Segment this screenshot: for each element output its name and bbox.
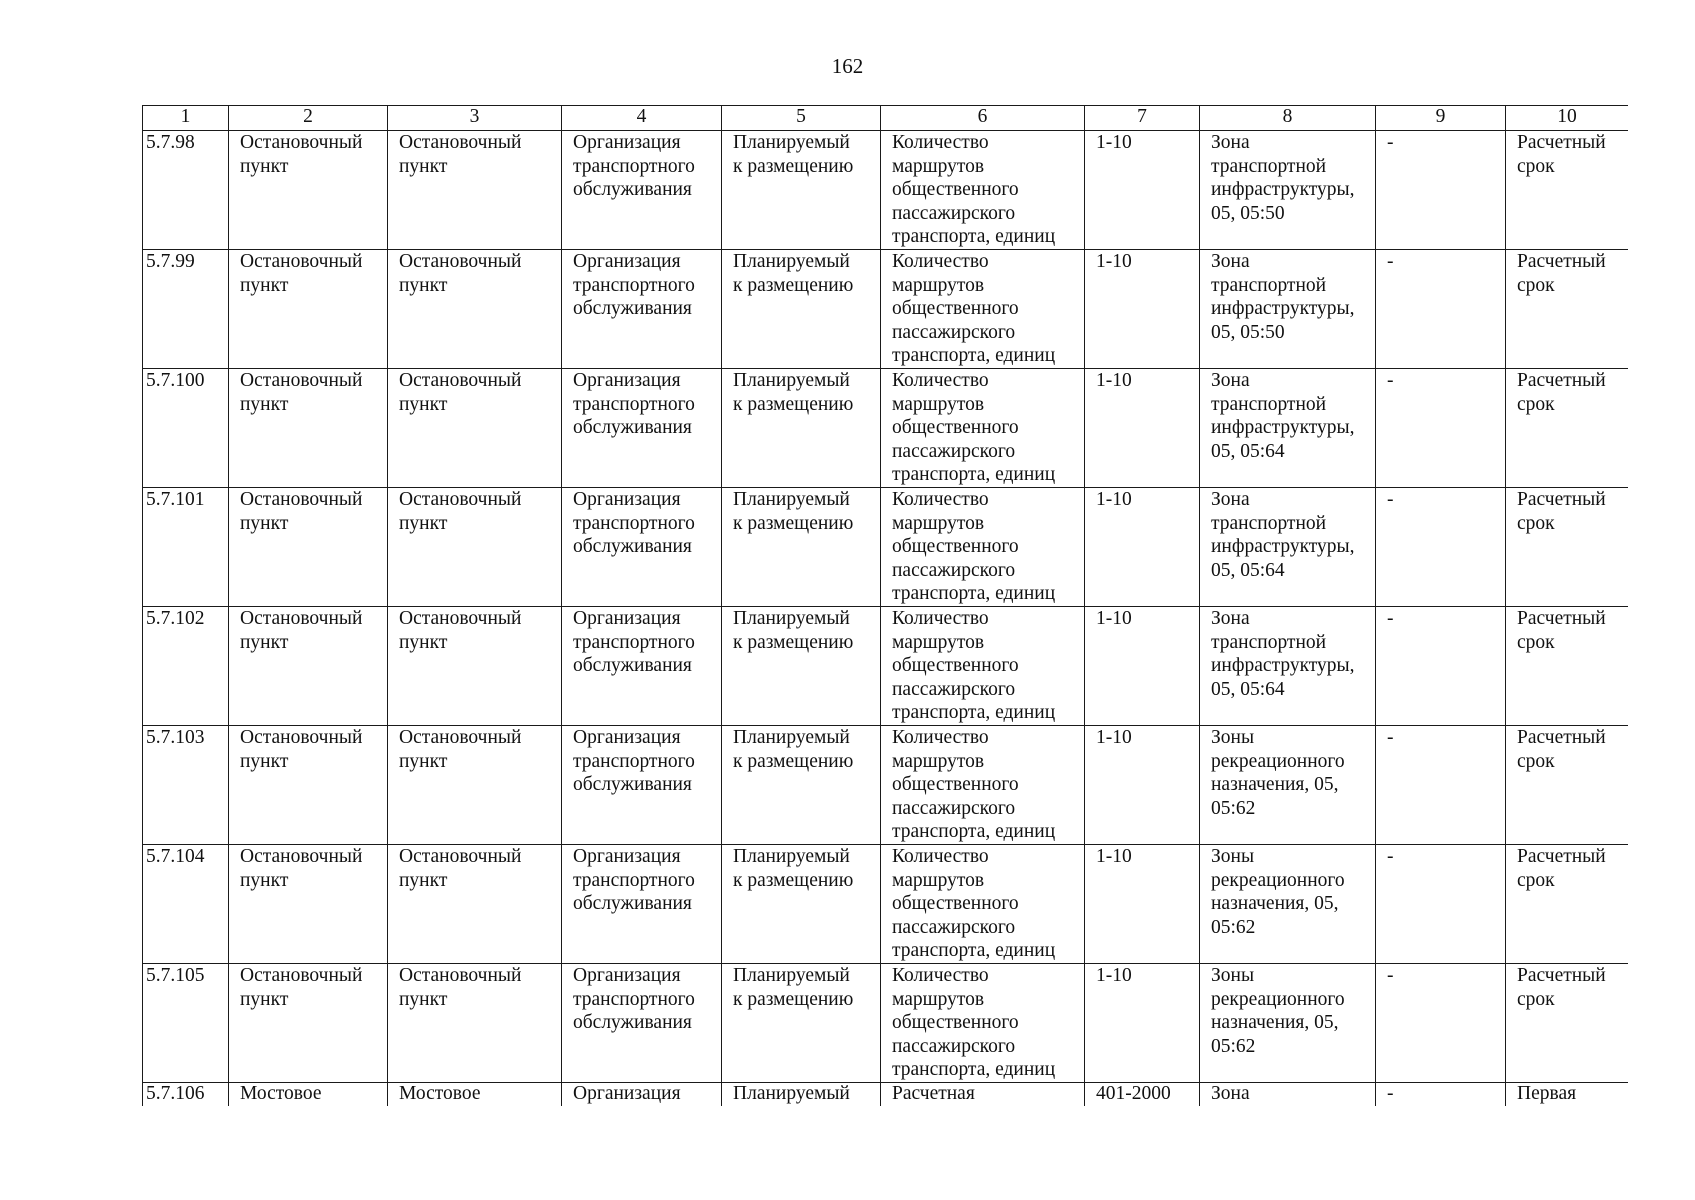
status-cell: Планируемый к размещению [722, 131, 881, 250]
object-type-cell: Остановочный пункт [388, 488, 562, 607]
zone-cell: Зона транспортной инфраструктуры, 05, 05:64 [1200, 369, 1376, 488]
term-cell: Расчетный срок [1506, 964, 1629, 1083]
value-cell: 1-10 [1085, 488, 1200, 607]
status-cell: Планируемый к размещению [722, 369, 881, 488]
object-type-cell: Остановочный пункт [388, 131, 562, 250]
object-type-cell: Остановочный пункт [388, 845, 562, 964]
term-cell: Расчетный срок [1506, 250, 1629, 369]
value-cell: 1-10 [1085, 131, 1200, 250]
characteristic-cell: Количество маршрутов общественного пассажирского транспорта, единиц [881, 250, 1085, 369]
protection-zone-cell: - [1376, 1083, 1506, 1107]
status-cell: Планируемый к размещению [722, 488, 881, 607]
purpose-cell: Организация [562, 1083, 722, 1107]
characteristic-cell: Количество маршрутов общественного пассажирского транспорта, единиц [881, 964, 1085, 1083]
value-cell: 1-10 [1085, 369, 1200, 488]
characteristic-cell: Расчетная [881, 1083, 1085, 1107]
object-name-cell: Остановочный пункт [229, 964, 388, 1083]
table-row [143, 369, 1629, 488]
object-name-cell: Остановочный пункт [229, 488, 388, 607]
characteristic-cell: Количество маршрутов общественного пассажирского транспорта, единиц [881, 488, 1085, 607]
zone-cell: Зона транспортной инфраструктуры, 05, 05:64 [1200, 607, 1376, 726]
value-cell: 1-10 [1085, 726, 1200, 845]
table-row [143, 131, 1629, 250]
term-cell: Расчетный срок [1506, 369, 1629, 488]
value-cell: 1-10 [1085, 607, 1200, 726]
purpose-cell: Организация транспортного обслуживания [562, 369, 722, 488]
protection-zone-cell: - [1376, 131, 1506, 250]
zone-cell: Зоны рекреационного назначения, 05, 05:62 [1200, 964, 1376, 1083]
term-cell: Расчетный срок [1506, 607, 1629, 726]
object-name-cell: Остановочный пункт [229, 607, 388, 726]
table-row [143, 845, 1629, 964]
zone-cell: Зона [1200, 1083, 1376, 1107]
column-number: 6 [881, 106, 1085, 131]
row-number-cell: 5.7.102 [143, 607, 229, 726]
zone-cell: Зоны рекреационного назначения, 05, 05:62 [1200, 726, 1376, 845]
table-row [143, 250, 1629, 369]
column-number: 3 [388, 106, 562, 131]
object-type-cell: Остановочный пункт [388, 369, 562, 488]
purpose-cell: Организация транспортного обслуживания [562, 607, 722, 726]
object-name-cell: Остановочный пункт [229, 131, 388, 250]
row-number-cell: 5.7.98 [143, 131, 229, 250]
column-number: 9 [1376, 106, 1506, 131]
purpose-cell: Организация транспортного обслуживания [562, 726, 722, 845]
term-cell: Расчетный срок [1506, 488, 1629, 607]
row-number-cell: 5.7.103 [143, 726, 229, 845]
page-number: 162 [831, 54, 864, 78]
protection-zone-cell: - [1376, 607, 1506, 726]
characteristic-cell: Количество маршрутов общественного пассажирского транспорта, единиц [881, 607, 1085, 726]
purpose-cell: Организация транспортного обслуживания [562, 131, 722, 250]
column-number-row [143, 106, 1629, 131]
zone-cell: Зона транспортной инфраструктуры, 05, 05:50 [1200, 131, 1376, 250]
zone-cell: Зона транспортной инфраструктуры, 05, 05:50 [1200, 250, 1376, 369]
object-type-cell: Остановочный пункт [388, 964, 562, 1083]
object-name-cell: Остановочный пункт [229, 250, 388, 369]
purpose-cell: Организация транспортного обслуживания [562, 964, 722, 1083]
object-type-cell: Остановочный пункт [388, 726, 562, 845]
status-cell: Планируемый к размещению [722, 726, 881, 845]
protection-zone-cell: - [1376, 964, 1506, 1083]
column-number: 5 [722, 106, 881, 131]
term-cell: Расчетный срок [1506, 131, 1629, 250]
row-number-cell: 5.7.106 [143, 1083, 229, 1107]
status-cell: Планируемый к размещению [722, 845, 881, 964]
table-row [143, 726, 1629, 845]
zone-cell: Зона транспортной инфраструктуры, 05, 05:64 [1200, 488, 1376, 607]
purpose-cell: Организация транспортного обслуживания [562, 845, 722, 964]
term-cell: Первая [1506, 1083, 1629, 1107]
value-cell: 1-10 [1085, 845, 1200, 964]
table-row [143, 964, 1629, 1083]
status-cell: Планируемый к размещению [722, 607, 881, 726]
value-cell: 401-2000 [1085, 1083, 1200, 1107]
status-cell: Планируемый к размещению [722, 250, 881, 369]
objects-table [142, 105, 1628, 1106]
purpose-cell: Организация транспортного обслуживания [562, 488, 722, 607]
row-number-cell: 5.7.101 [143, 488, 229, 607]
column-number: 1 [143, 106, 229, 131]
row-number-cell: 5.7.105 [143, 964, 229, 1083]
characteristic-cell: Количество маршрутов общественного пассажирского транспорта, единиц [881, 726, 1085, 845]
object-name-cell: Остановочный пункт [229, 369, 388, 488]
protection-zone-cell: - [1376, 726, 1506, 845]
column-number: 4 [562, 106, 722, 131]
characteristic-cell: Количество маршрутов общественного пассажирского транспорта, единиц [881, 131, 1085, 250]
term-cell: Расчетный срок [1506, 845, 1629, 964]
column-number: 10 [1506, 106, 1629, 131]
protection-zone-cell: - [1376, 488, 1506, 607]
table-row [143, 1083, 1629, 1107]
object-type-cell: Мостовое [388, 1083, 562, 1107]
row-number-cell: 5.7.99 [143, 250, 229, 369]
table-row [143, 488, 1629, 607]
characteristic-cell: Количество маршрутов общественного пассажирского транспорта, единиц [881, 845, 1085, 964]
objects-table-container [142, 105, 1628, 1106]
column-number: 7 [1085, 106, 1200, 131]
object-type-cell: Остановочный пункт [388, 607, 562, 726]
object-name-cell: Остановочный пункт [229, 726, 388, 845]
row-number-cell: 5.7.100 [143, 369, 229, 488]
object-name-cell: Мостовое [229, 1083, 388, 1107]
status-cell: Планируемый к размещению [722, 964, 881, 1083]
characteristic-cell: Количество маршрутов общественного пассажирского транспорта, единиц [881, 369, 1085, 488]
column-number: 2 [229, 106, 388, 131]
term-cell: Расчетный срок [1506, 726, 1629, 845]
object-name-cell: Остановочный пункт [229, 845, 388, 964]
value-cell: 1-10 [1085, 964, 1200, 1083]
protection-zone-cell: - [1376, 250, 1506, 369]
status-cell: Планируемый [722, 1083, 881, 1107]
purpose-cell: Организация транспортного обслуживания [562, 250, 722, 369]
zone-cell: Зоны рекреационного назначения, 05, 05:62 [1200, 845, 1376, 964]
value-cell: 1-10 [1085, 250, 1200, 369]
column-number: 8 [1200, 106, 1376, 131]
row-number-cell: 5.7.104 [143, 845, 229, 964]
protection-zone-cell: - [1376, 845, 1506, 964]
protection-zone-cell: - [1376, 369, 1506, 488]
table-row [143, 607, 1629, 726]
object-type-cell: Остановочный пункт [388, 250, 562, 369]
